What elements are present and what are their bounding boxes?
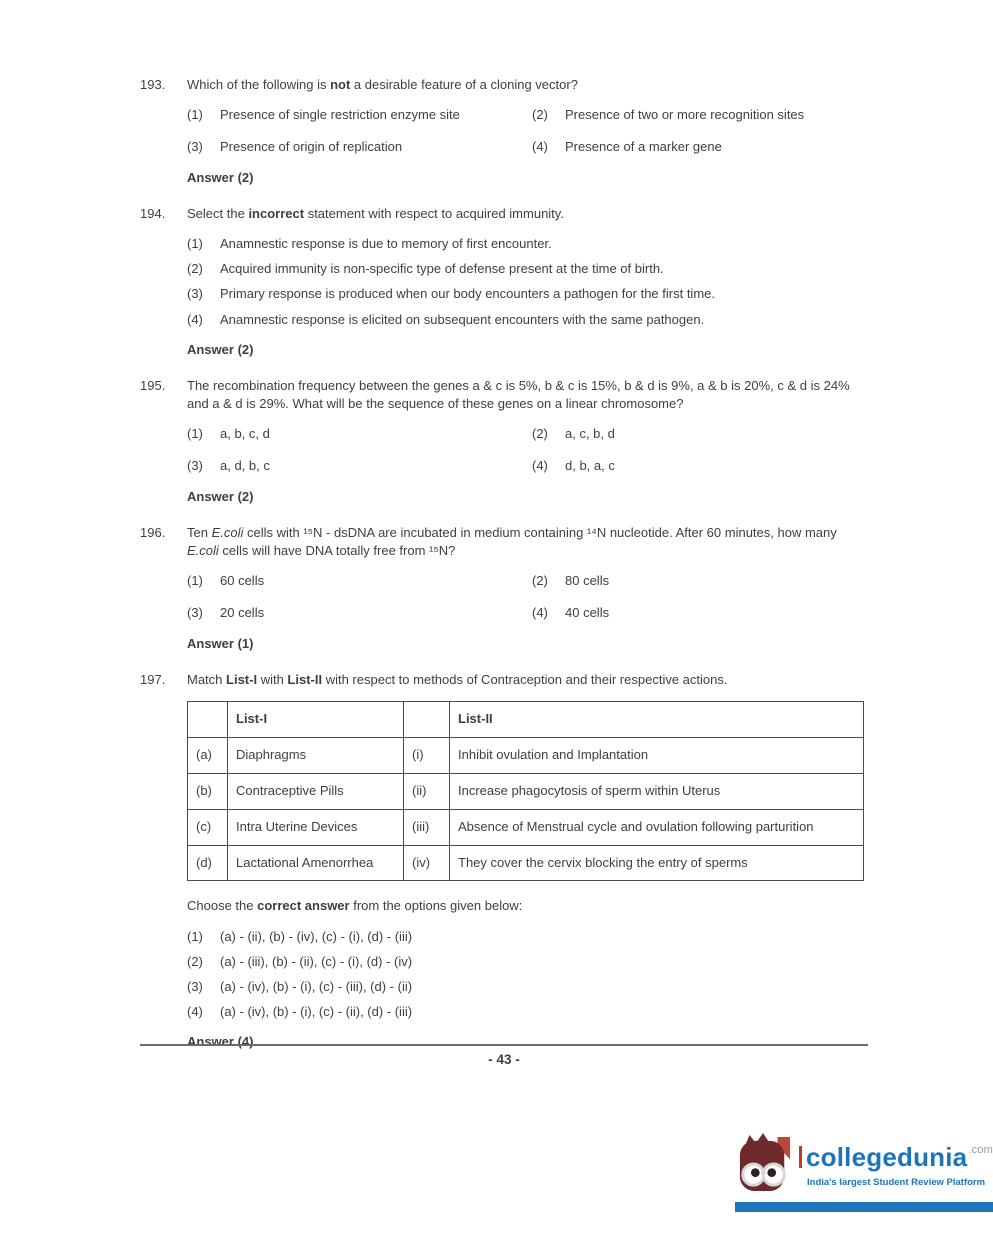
table-cell-list2: Inhibit ovulation and Implantation <box>450 737 864 773</box>
question-text <box>187 76 872 94</box>
option-1 <box>187 928 872 946</box>
option-2 <box>187 953 872 971</box>
option-text: (a) - (iv), (b) - (i), (c) - (ii), (d) - (iii) <box>220 1004 413 1020</box>
option-number: (4) <box>187 311 203 327</box>
option-text: a, c, b, d <box>565 426 615 442</box>
option-text: a, b, c, d <box>220 426 270 442</box>
table-cell-roman: (i) <box>404 737 450 773</box>
question-text <box>187 377 872 413</box>
option-3 <box>187 978 872 996</box>
collegedunia-logo <box>735 1133 993 1212</box>
question-197 <box>140 671 872 1052</box>
question-number: 193. <box>140 77 166 92</box>
options-list <box>187 572 872 622</box>
question-text-part: Select the <box>187 205 249 221</box>
answer-label: Answer (4) <box>187 1034 254 1050</box>
question-text-italic: E.coli <box>211 524 244 540</box>
option-3 <box>187 604 532 622</box>
option-number: (1) <box>187 426 203 442</box>
match-table <box>187 701 864 881</box>
option-2 <box>532 572 872 590</box>
table-cell-list2: They cover the cervix blocking the entry of sperms <box>450 845 864 881</box>
option-text: 20 cells <box>220 605 265 621</box>
option-1 <box>187 572 532 590</box>
page-number: - 43 - <box>488 1052 520 1067</box>
question-body <box>187 76 872 187</box>
table-cell-roman: (ii) <box>404 773 450 809</box>
option-text: Anamnestic response is due to memory of first encounter. <box>220 235 552 251</box>
question-text-bold: List-II <box>287 671 323 687</box>
option-text: (a) - (iii), (b) - (ii), (c) - (i), (d) - (iv) <box>220 953 413 969</box>
options-list <box>187 928 872 1022</box>
table-cell-letter: (b) <box>188 773 228 809</box>
option-4 <box>187 1003 872 1021</box>
table-cell-list2: Absence of Menstrual cycle and ovulation following parturition <box>450 809 864 845</box>
logo-wordmark <box>799 1142 993 1173</box>
option-text: (a) - (ii), (b) - (iv), (c) - (i), (d) - (iii) <box>220 928 413 944</box>
footer-divider <box>140 1044 868 1046</box>
question-text-part: cells with ¹⁵N - dsDNA are incubated in medium containing ¹⁴N nucleotide. After 60 minutes, how many <box>243 524 837 540</box>
question-text-part: from the options given below: <box>349 898 523 914</box>
option-number: (2) <box>187 261 203 277</box>
logo-text-block <box>799 1142 993 1188</box>
option-number: (1) <box>187 928 203 944</box>
table-cell-list2: Increase phagocytosis of sperm within Uterus <box>450 773 864 809</box>
table-header-row <box>188 701 864 737</box>
option-number: (3) <box>187 458 203 474</box>
table-cell-roman: (iii) <box>404 809 450 845</box>
option-number: (3) <box>187 286 203 302</box>
logo-domain-text: .com <box>968 1143 993 1156</box>
option-text: d, b, a, c <box>565 458 615 474</box>
question-text-bold: List-I <box>226 671 258 687</box>
option-number: (1) <box>187 235 203 251</box>
option-number: (4) <box>532 605 548 621</box>
answer-label: Answer (2) <box>187 488 254 504</box>
question-number: 197. <box>140 671 166 687</box>
table-header-roman <box>404 701 450 737</box>
option-number: (3) <box>187 605 203 621</box>
table-row <box>188 737 864 773</box>
table-cell-letter: (a) <box>188 737 228 773</box>
question-text <box>187 524 872 560</box>
option-number: (1) <box>187 573 203 589</box>
answer-label: Answer (2) <box>187 169 254 185</box>
option-3 <box>187 138 532 156</box>
question-text-part: The recombination frequency between the genes a & c is 5%, b & c is 15%, b & d is 9%, a & b is 20%, c & d is 24% and a & d is 29%. What will be the sequence of these genes on a linear chromosome? <box>187 377 850 412</box>
option-3 <box>187 285 872 303</box>
option-4 <box>187 311 872 329</box>
options-list <box>187 106 872 156</box>
question-text <box>187 205 872 223</box>
option-text: 80 cells <box>565 573 610 589</box>
question-text-part: with <box>257 671 288 687</box>
table-cell-list1: Contraceptive Pills <box>228 773 404 809</box>
option-1 <box>187 106 532 124</box>
option-1 <box>187 425 532 443</box>
answer-label: Answer (1) <box>187 635 254 651</box>
option-number: (2) <box>532 107 548 123</box>
option-text: a, d, b, c <box>220 458 270 474</box>
question-text-part: with respect to methods of Contraception and their respective actions. <box>322 671 728 687</box>
option-text: (a) - (iv), (b) - (i), (c) - (iii), (d) - (ii) <box>220 978 413 994</box>
options-list <box>187 425 872 475</box>
option-number: (3) <box>187 978 203 994</box>
table-row <box>188 845 864 881</box>
table-header-list1: List-I <box>228 701 404 737</box>
question-text-part: Choose the <box>187 898 258 914</box>
table-cell-list1: Lactational Amenorrhea <box>228 845 404 881</box>
question-text <box>187 671 872 689</box>
question-body <box>187 205 872 359</box>
question-text-bold: not <box>330 77 351 92</box>
option-3 <box>187 457 532 475</box>
question-text-part: Which of the following is <box>187 77 331 92</box>
option-text: Primary response is produced when our body encounters a pathogen for the first time. <box>220 286 715 302</box>
option-number: (4) <box>532 458 548 474</box>
option-number: (2) <box>532 573 548 589</box>
option-number: (4) <box>532 139 548 155</box>
table-header-list2: List-II <box>450 701 864 737</box>
option-text: Presence of two or more recognition sites <box>565 107 805 123</box>
table-cell-roman: (iv) <box>404 845 450 881</box>
option-text: Presence of origin of replication <box>220 139 403 155</box>
question-body <box>187 524 872 653</box>
option-number: (2) <box>532 426 548 442</box>
option-2 <box>532 425 872 443</box>
option-2 <box>532 106 872 124</box>
option-text: Acquired immunity is non-specific type of defense present at the time of birth. <box>220 261 664 277</box>
question-196 <box>140 524 872 653</box>
questions-content <box>140 76 872 1070</box>
option-number: (4) <box>187 1004 203 1020</box>
options-list <box>187 235 872 329</box>
question-195 <box>140 377 872 506</box>
option-4 <box>532 604 872 622</box>
question-body <box>187 377 872 506</box>
table-cell-list1: Diaphragms <box>228 737 404 773</box>
logo-row <box>735 1133 993 1196</box>
option-2 <box>187 260 872 278</box>
logo-red-bar-icon <box>799 1146 802 1168</box>
collegedunia-mascot-icon <box>737 1133 791 1196</box>
question-text-part: Match <box>187 671 227 687</box>
question-194 <box>140 205 872 359</box>
choose-instruction <box>187 897 872 915</box>
question-body <box>187 671 872 1052</box>
option-text: Anamnestic response is elicited on subsequent encounters with the same pathogen. <box>220 311 705 327</box>
table-header-letter <box>188 701 228 737</box>
option-4 <box>532 138 872 156</box>
answer-label: Answer (2) <box>187 341 254 357</box>
option-text: Presence of single restriction enzyme site <box>220 107 460 123</box>
option-text: Presence of a marker gene <box>565 139 722 155</box>
question-text-bold: correct answer <box>257 898 350 914</box>
option-number: (1) <box>187 107 203 123</box>
option-1 <box>187 235 872 253</box>
option-number: (3) <box>187 139 203 155</box>
question-number: 196. <box>140 524 166 540</box>
option-4 <box>532 457 872 475</box>
question-text-part: cells will have DNA totally free from ¹⁵N? <box>218 543 456 558</box>
table-row <box>188 809 864 845</box>
table-cell-letter: (c) <box>188 809 228 845</box>
question-text-italic: E.coli <box>187 543 219 558</box>
question-text-part: a desirable feature of a cloning vector? <box>350 77 578 92</box>
question-text-part: Ten <box>187 524 212 540</box>
question-number: 194. <box>140 205 166 221</box>
option-text: 40 cells <box>565 605 610 621</box>
table-cell-list1: Intra Uterine Devices <box>228 809 404 845</box>
table-cell-letter: (d) <box>188 845 228 881</box>
logo-wordmark-text: collegedunia <box>806 1141 968 1172</box>
option-number: (2) <box>187 953 203 969</box>
table-row <box>188 773 864 809</box>
question-text-bold: incorrect <box>248 205 305 221</box>
option-text: 60 cells <box>220 573 265 589</box>
logo-tagline: India's largest Student Review Platform <box>807 1176 986 1188</box>
question-number: 195. <box>140 377 166 393</box>
question-text-part: statement with respect to acquired immunity. <box>304 205 564 221</box>
logo-blue-bar <box>735 1202 993 1212</box>
question-193 <box>140 76 872 187</box>
